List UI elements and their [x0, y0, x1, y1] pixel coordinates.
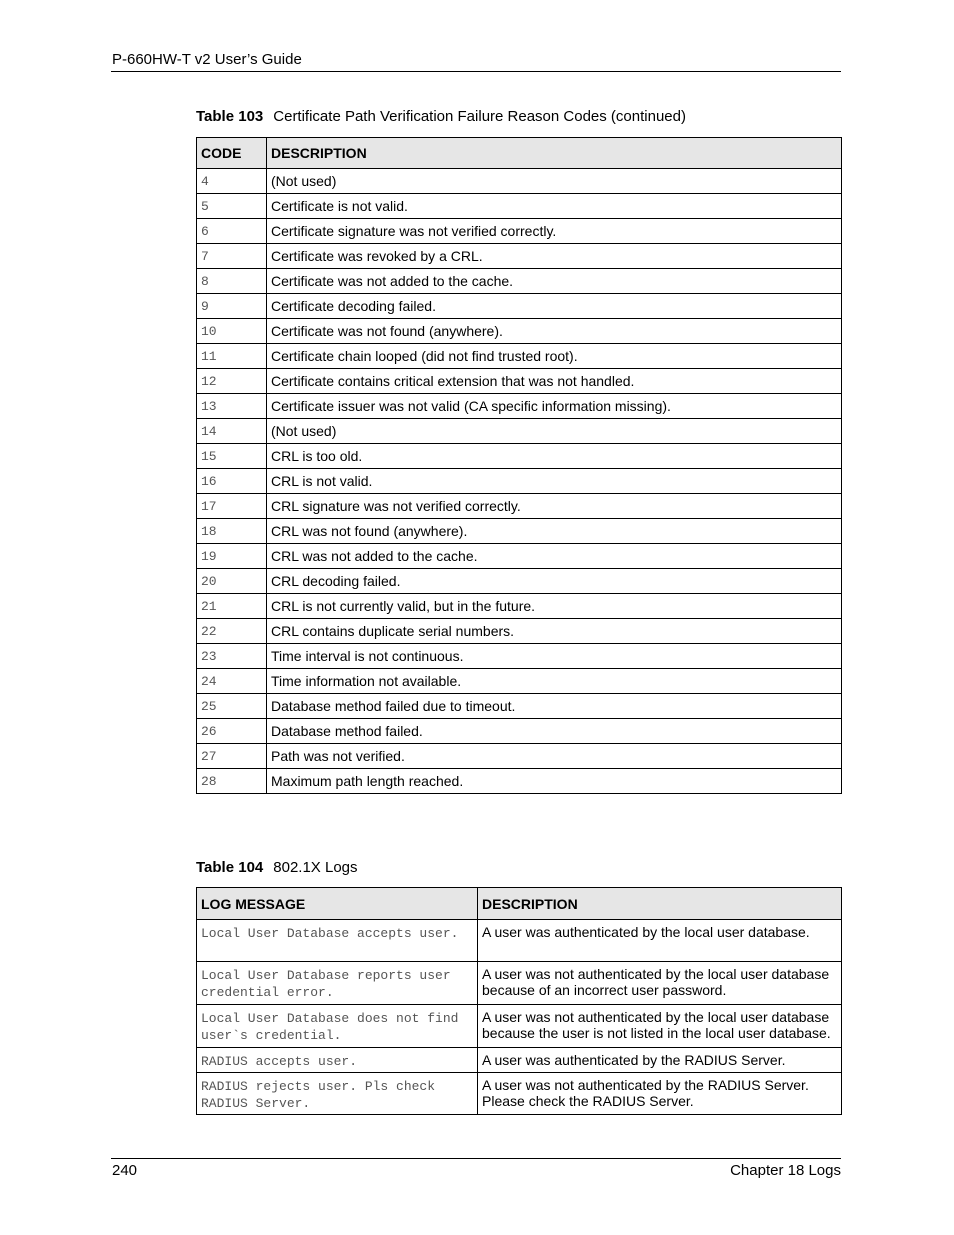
table-row [197, 719, 842, 744]
table-row [197, 469, 842, 494]
description-cell: A user was not authenticated by the local user database because the user is not listed in the local user database. [478, 1005, 842, 1048]
reason-codes-body [197, 169, 842, 794]
table-103-caption [196, 108, 686, 125]
code-cell: 14 [197, 419, 267, 444]
description-cell: Certificate is not valid. [267, 194, 842, 219]
code-cell: 10 [197, 319, 267, 344]
chapter-title: Chapter 18 Logs [730, 1162, 841, 1179]
reason-codes-table [196, 137, 842, 794]
description-cell: CRL was not found (anywhere). [267, 519, 842, 544]
table-103-number: Table 103 [196, 108, 264, 125]
description-cell: CRL was not added to the cache. [267, 544, 842, 569]
code-cell: 13 [197, 394, 267, 419]
log-message-cell: Local User Database reports user credential error. [197, 962, 478, 1005]
description-cell: Certificate signature was not verified correctly. [267, 219, 842, 244]
dot1x-logs-table [196, 887, 842, 1115]
table-row [197, 369, 842, 394]
description-cell: CRL decoding failed. [267, 569, 842, 594]
table-row [197, 1073, 842, 1115]
table-row [197, 619, 842, 644]
table-104-title: 802.1X Logs [273, 859, 358, 876]
table-row [197, 219, 842, 244]
column-header-description: DESCRIPTION [478, 888, 842, 920]
log-message-cell: Local User Database does not find user`s credential. [197, 1005, 478, 1048]
description-cell: Certificate issuer was not valid (CA specific information missing). [267, 394, 842, 419]
table-row [197, 694, 842, 719]
table-row [197, 444, 842, 469]
description-cell: A user was not authenticated by the local user database because of an incorrect user password. [478, 962, 842, 1005]
table-header-row [197, 888, 842, 920]
code-cell: 25 [197, 694, 267, 719]
table-row [197, 344, 842, 369]
log-message-cell: Local User Database accepts user. [197, 920, 478, 962]
code-cell: 18 [197, 519, 267, 544]
description-cell: Certificate was not found (anywhere). [267, 319, 842, 344]
table-row [197, 594, 842, 619]
description-cell: CRL is too old. [267, 444, 842, 469]
code-cell: 16 [197, 469, 267, 494]
column-header-code: CODE [197, 138, 267, 169]
table-row [197, 419, 842, 444]
log-message-cell: RADIUS accepts user. [197, 1048, 478, 1073]
description-cell: Certificate contains critical extension that was not handled. [267, 369, 842, 394]
code-cell: 7 [197, 244, 267, 269]
table-row [197, 1005, 842, 1048]
code-cell: 17 [197, 494, 267, 519]
footer-rule [111, 1158, 841, 1159]
code-cell: 8 [197, 269, 267, 294]
code-cell: 22 [197, 619, 267, 644]
description-cell: A user was authenticated by the local user database. [478, 920, 842, 962]
table-row [197, 569, 842, 594]
table-row [197, 544, 842, 569]
description-cell: CRL is not currently valid, but in the future. [267, 594, 842, 619]
description-cell: Time information not available. [267, 669, 842, 694]
description-cell: Path was not verified. [267, 744, 842, 769]
code-cell: 21 [197, 594, 267, 619]
table-row [197, 519, 842, 544]
table-row [197, 394, 842, 419]
table-row [197, 319, 842, 344]
description-cell: Time interval is not continuous. [267, 644, 842, 669]
description-cell: Database method failed. [267, 719, 842, 744]
code-cell: 5 [197, 194, 267, 219]
code-cell: 6 [197, 219, 267, 244]
code-cell: 27 [197, 744, 267, 769]
log-message-cell: RADIUS rejects user. Pls check RADIUS Server. [197, 1073, 478, 1115]
code-cell: 15 [197, 444, 267, 469]
table-row [197, 920, 842, 962]
table-row [197, 294, 842, 319]
code-cell: 24 [197, 669, 267, 694]
code-cell: 9 [197, 294, 267, 319]
table-row [197, 962, 842, 1005]
code-cell: 28 [197, 769, 267, 794]
table-row [197, 194, 842, 219]
description-cell: (Not used) [267, 419, 842, 444]
description-cell: Maximum path length reached. [267, 769, 842, 794]
description-cell: Certificate was revoked by a CRL. [267, 244, 842, 269]
column-header-description: DESCRIPTION [267, 138, 842, 169]
description-cell: CRL signature was not verified correctly. [267, 494, 842, 519]
description-cell: Certificate decoding failed. [267, 294, 842, 319]
code-cell: 20 [197, 569, 267, 594]
table-row [197, 669, 842, 694]
code-cell: 19 [197, 544, 267, 569]
page-number: 240 [112, 1162, 138, 1179]
description-cell: CRL contains duplicate serial numbers. [267, 619, 842, 644]
table-row [197, 644, 842, 669]
table-row [197, 1048, 842, 1073]
table-row [197, 169, 842, 194]
table-row [197, 494, 842, 519]
code-cell: 11 [197, 344, 267, 369]
description-cell: (Not used) [267, 169, 842, 194]
description-cell: A user was not authenticated by the RADIUS Server. Please check the RADIUS Server. [478, 1073, 842, 1115]
running-header-title: P-660HW-T v2 User’s Guide [112, 51, 302, 68]
table-104-caption [196, 859, 358, 876]
code-cell: 4 [197, 169, 267, 194]
code-cell: 12 [197, 369, 267, 394]
table-row [197, 244, 842, 269]
header-rule [111, 71, 841, 72]
table-104-number: Table 104 [196, 859, 264, 876]
description-cell: Certificate was not added to the cache. [267, 269, 842, 294]
table-103-title: Certificate Path Verification Failure Reason Codes (continued) [273, 108, 686, 125]
description-cell: CRL is not valid. [267, 469, 842, 494]
table-row [197, 769, 842, 794]
description-cell: A user was authenticated by the RADIUS Server. [478, 1048, 842, 1073]
table-row [197, 269, 842, 294]
table-row [197, 744, 842, 769]
dot1x-logs-body [197, 920, 842, 1115]
description-cell: Certificate chain looped (did not find trusted root). [267, 344, 842, 369]
code-cell: 23 [197, 644, 267, 669]
code-cell: 26 [197, 719, 267, 744]
table-header-row [197, 138, 842, 169]
column-header-log-message: LOG MESSAGE [197, 888, 478, 920]
description-cell: Database method failed due to timeout. [267, 694, 842, 719]
